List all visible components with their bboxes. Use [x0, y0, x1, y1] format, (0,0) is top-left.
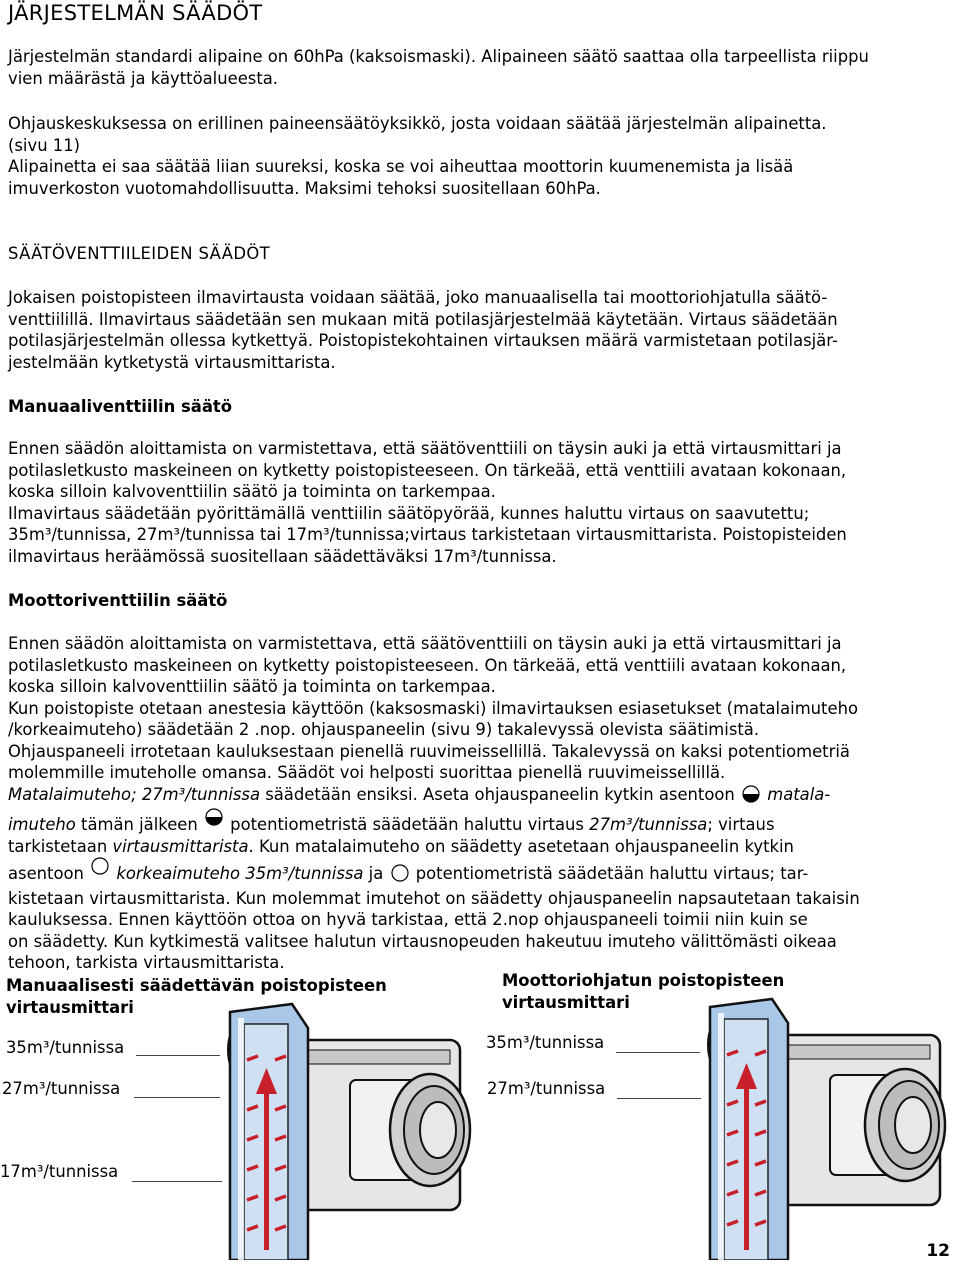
text-line	[8, 857, 960, 888]
italic-text: 27m³/tunnissa	[589, 815, 708, 834]
page-title: JÄRJESTELMÄN SÄÄDÖT	[8, 1, 263, 25]
manual-valve-text	[8, 438, 960, 567]
text-line: Jokaisen poistopisteen ilmavirtausta voidaan säätää, joko manuaalisella tai moottoriohjatulla säätö-	[8, 288, 828, 307]
text-line: ilmavirtaus heräämössä suositellaan säädettäväksi 17m³/tunnissa.	[8, 546, 557, 566]
motor-valve-heading: Moottoriventtiilin säätö	[8, 591, 228, 610]
text-line	[8, 836, 960, 858]
text-line: tehoon, tarkista virtausmittarista.	[8, 953, 285, 972]
text-line: kistetaan virtausmittarista. Kun molemmat imutehot on säädetty ohjauspaneelin napsautetaan takaisin	[8, 888, 860, 908]
text-line: koska silloin kalvoventtiilin säätö ja toiminta on tarkempaa.	[8, 482, 496, 501]
text-line: potilasletkusto maskeineen on kytketty poistopisteeseen. On tärkeää, että venttiili avataan kokonaan,	[8, 460, 847, 480]
potentiometer-low-icon	[203, 808, 225, 832]
flow-label-35: 35m³/tunnissa	[486, 1033, 605, 1052]
motor-valve-text	[8, 633, 960, 974]
text-line: Järjestelmän standardi alipaine on 60hPa (kaksoismaski). Alipaineen säätö saattaa olla tarpeellista riippu	[8, 47, 869, 66]
potentiometer-high-icon	[389, 864, 411, 888]
flow-label-17: 17m³/tunnissa	[0, 1162, 119, 1181]
italic-text: virtausmittarista	[112, 836, 249, 856]
leader-line	[134, 1097, 220, 1098]
caption-line: virtausmittari	[502, 993, 630, 1012]
text-span: tämän jälkeen	[75, 815, 203, 834]
right-flowmeter-image	[680, 995, 960, 1260]
left-flowmeter-image	[200, 1000, 490, 1260]
text-line: imuverkoston vuotomahdollisuutta. Maksimi tehoksi suositellaan 60hPa.	[8, 178, 601, 198]
text-line: Kun poistopiste otetaan anestesia käyttöön (kaksosmaski) ilmavirtauksen esiasetukset (matalaimuteho	[8, 698, 858, 718]
text-line: kauluksessa. Ennen käyttöön ottoa on hyvä tarkistaa, että 2.nop ohjauspaneeli toimii niin kuin se	[8, 910, 808, 929]
leader-line	[136, 1055, 220, 1056]
text-line: on säädetty. Kun kytkimestä valitsee halutun virtausnopeuden hakeutuu imuteho välittömästi oikeaa	[8, 931, 837, 951]
italic-text: imuteho	[8, 815, 76, 834]
page-number: 12	[926, 1241, 950, 1261]
italic-text: matala-	[762, 784, 831, 804]
text-line: Ohjauspaneeli irrotetaan kauluksestaan pienellä ruuvimeissellillä. Takalevyssä on kaksi potentiometriä	[8, 741, 850, 761]
switch-low-icon	[740, 785, 762, 809]
flow-label-27: 27m³/tunnissa	[487, 1079, 606, 1098]
italic-text: Matalaimuteho; 27m³/tunnissa	[8, 784, 261, 804]
caption-line: Moottoriohjatun poistopisteen	[502, 971, 785, 990]
text-line: 35m³/tunnissa, 27m³/tunnissa tai 17m³/tunnissa;virtaus tarkistetaan virtausmittarista. Poistopisteiden	[8, 525, 847, 544]
text-line: /korkeaimuteho) säädetään 2 .nop. ohjauspaneelin (sivu 9) takalevyssä olevista säätimistä.	[8, 720, 760, 739]
section-heading: SÄÄTÖVENTTIILEIDEN SÄÄDÖT	[8, 244, 271, 263]
leader-line	[617, 1098, 701, 1099]
leader-line	[616, 1052, 700, 1053]
text-span: potentiometristä säädetään haluttu virtaus	[224, 815, 590, 834]
text-line: Ennen säädön aloittamista on varmistettava, että säätöventtiili on täysin auki ja että virtausmittari ja	[8, 439, 842, 458]
manual-valve-heading: Manuaaliventtiilin säätö	[8, 397, 233, 416]
text-line: potilasjärjestelmän ollessa kytkettyä. Poistopistekohtainen virtauksen määrä varmistetaan potilasjär-	[8, 331, 838, 350]
text-line: jestelmään kytketystä virtausmittarista.	[8, 352, 336, 372]
flow-label-35: 35m³/tunnissa	[6, 1038, 125, 1057]
text-line	[8, 808, 960, 836]
valve-paragraph	[8, 287, 960, 373]
text-line	[8, 784, 960, 809]
caption-line: Manuaalisesti säädettävän poistopisteen	[6, 976, 387, 995]
text-line: venttiilillä. Ilmavirtaus säädetään sen mukaan mitä potilasjärjestelmää käytetään. Virtaus säädetään	[8, 309, 838, 329]
text-line: Ennen säädön aloittamista on varmistettava, että säätöventtiili on täysin auki ja että virtausmittari ja	[8, 634, 842, 653]
text-line: molemmille imuteholle omansa. Säädöt voi helposti suorittaa pienellä ruuvimeissellillä.	[8, 763, 726, 782]
text-line: (sivu 11)	[8, 135, 81, 155]
text-span: . Kun matalaimuteho on säädetty asetetaan ohjauspaneelin kytkin	[248, 836, 794, 856]
text-span: potentiometristä säädetään haluttu virtaus; tar-	[410, 864, 809, 883]
switch-high-icon	[89, 857, 111, 881]
text-line: Alipainetta ei saa säätää liian suureksi, koska se voi aiheuttaa moottorin kuumenemista ja lisää	[8, 157, 794, 176]
caption-line: virtausmittari	[6, 998, 134, 1017]
intro-paragraph	[8, 46, 960, 89]
text-line: Ohjauskeskuksessa on erillinen paineensäätöyksikkö, josta voidaan säätää järjestelmän alipainetta.	[8, 114, 827, 133]
flow-label-27: 27m³/tunnissa	[2, 1079, 121, 1098]
text-line: vien määrästä ja käyttöalueesta.	[8, 68, 279, 88]
text-span: asentoon	[8, 864, 90, 883]
text-line: potilasletkusto maskeineen on kytketty poistopisteeseen. On tärkeää, että venttiili avataan kokonaan,	[8, 655, 847, 675]
text-span: ; virtaus	[707, 815, 775, 834]
pressure-paragraph	[8, 113, 960, 199]
text-span: ja	[363, 864, 389, 883]
text-span: tarkistetaan	[8, 836, 113, 856]
text-span: säädetään ensiksi. Aseta ohjauspaneelin kytkin asentoon	[260, 784, 741, 804]
italic-text: korkeaimuteho 35m³/tunnissa	[111, 864, 364, 883]
leader-line	[132, 1181, 222, 1182]
text-line: Ilmavirtaus säädetään pyörittämällä venttiilin säätöpyörää, kunnes haluttu virtaus on saavutettu;	[8, 503, 810, 523]
text-line: koska silloin kalvoventtiilin säätö ja toiminta on tarkempaa.	[8, 677, 496, 696]
